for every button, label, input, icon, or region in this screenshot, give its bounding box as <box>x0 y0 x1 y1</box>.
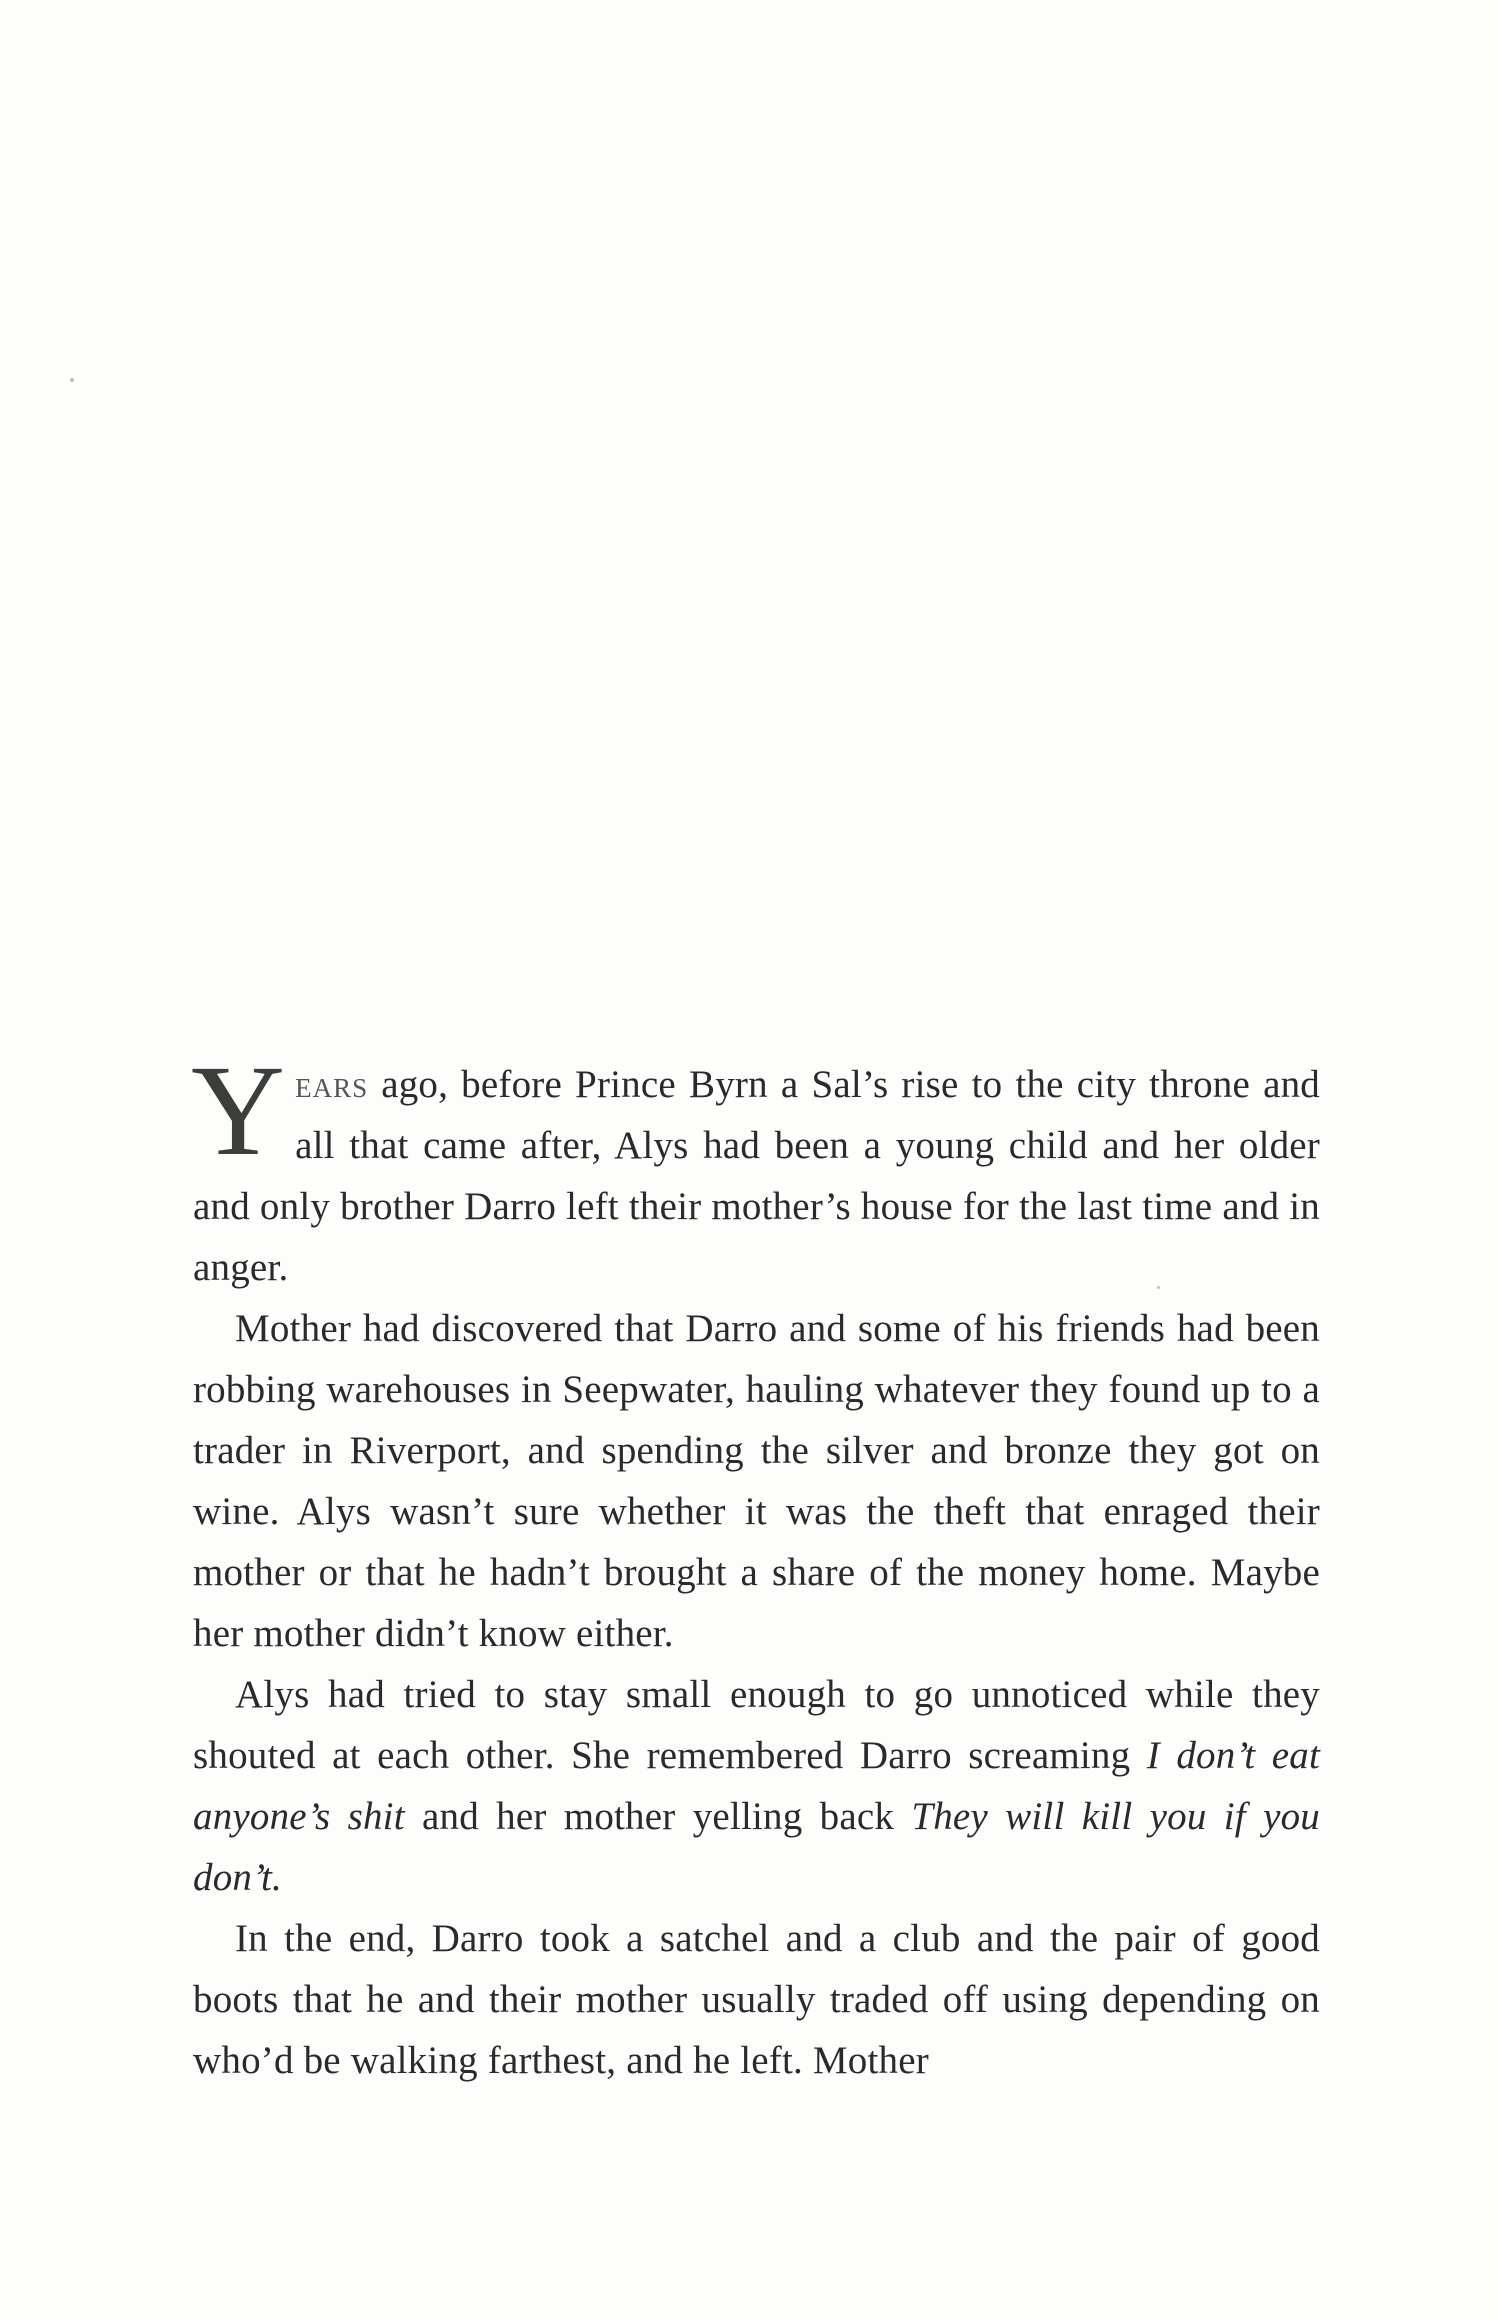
paragraph-3-text-a: Alys had tried to stay small enough to go unnoticed while they shouted at each other. She remembered Darro screaming <box>193 1673 1320 1777</box>
quote-darro: I don’t eat anyone’s shit <box>193 1734 1320 1838</box>
paper-speck <box>70 378 74 382</box>
paragraph-2: Mother had discovered that Darro and some of his friends had been robbing warehouses in Seepwater, hauling whatever they found up to a trader in Riverport, and spending the silver and bronze they got on wine. Alys wasn’t sure whether it was the theft that enraged their mother or that he hadn’t brought a share of the money home. Maybe her mother didn’t know either. <box>193 1307 1320 1655</box>
quote-mother: They will kill you if you don’t. <box>193 1795 1320 1899</box>
body-text <box>191 1039 1320 2091</box>
paragraph-3-text-b: and her mother yelling back <box>404 1795 912 1838</box>
drop-cap: Y <box>191 1039 286 1183</box>
lead-in: ears <box>295 1063 369 1106</box>
paragraph-3 <box>193 1664 1320 1908</box>
paragraph-4: In the end, Darro took a satchel and a club and the pair of good boots that he and their mother usually traded off using depending on who’d be walking farthest, and he left. Mother <box>193 1917 1320 2082</box>
paragraph-1-text: ago, before Prince Byrn a Sal’s rise to the city throne and all that came after, Alys had been a young child and her older and only brother Darro left their mother’s house for the last time and in anger. <box>193 1063 1320 1289</box>
paragraph-1 <box>191 1039 1320 1298</box>
